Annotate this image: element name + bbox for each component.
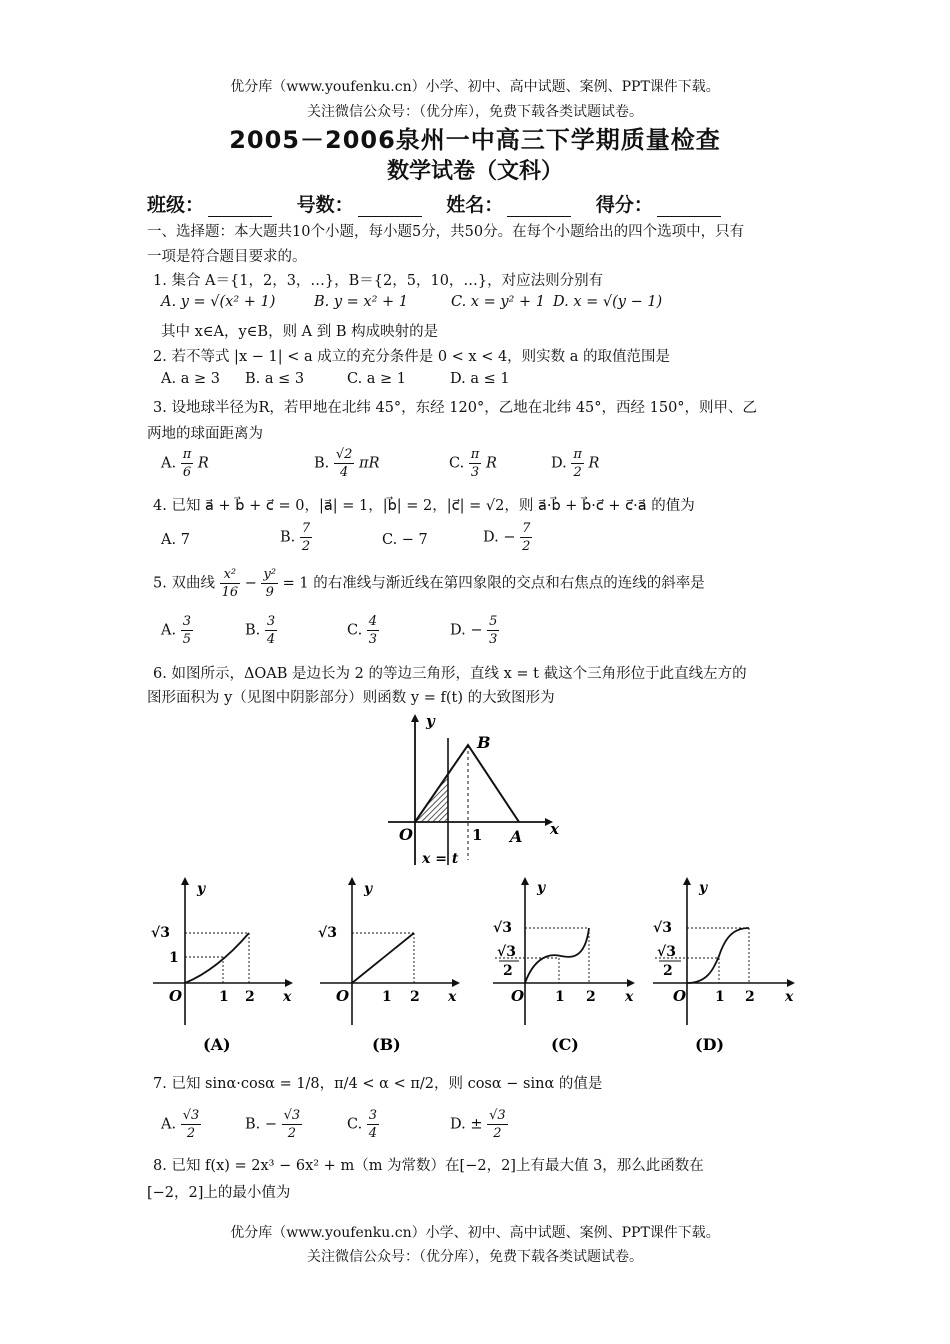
q6-line-2: 图形面积为 y（见图中阴影部分）则函数 y = f(t) 的大致图形为 bbox=[147, 690, 555, 706]
footer-line-2: 关注微信公众号：（优分库），免费下载各类试题试卷。 bbox=[307, 1249, 643, 1265]
header-line-1: 优分库（www.youfenku.cn）小学、初中、高中试题、案例、PPT课件下载。 bbox=[230, 79, 720, 95]
curve bbox=[185, 933, 249, 983]
graph-d bbox=[645, 870, 800, 1060]
label-b: B bbox=[477, 733, 491, 752]
graph-d-label: (D) bbox=[695, 1035, 725, 1054]
q4-stem: 4. 已知 a⃗ + b⃗ + c⃗ = 0，|a⃗| = 1，|b⃗| = 2，|c⃗| = √2，则 a⃗·b⃗ + b⃗·c⃗ + c⃗·a⃗ 的值为 bbox=[153, 498, 695, 514]
tick-half-sqrt3-num: √3 bbox=[657, 944, 676, 960]
tick-one-x: 1 bbox=[219, 989, 229, 1005]
y-arrow-icon bbox=[521, 877, 529, 885]
number-blank[interactable] bbox=[358, 200, 422, 217]
class-label: 班级： bbox=[147, 194, 205, 216]
label-x: x bbox=[448, 989, 457, 1005]
graph-a-label: (A) bbox=[203, 1035, 231, 1054]
label-x: x bbox=[625, 989, 634, 1005]
q4-option-d: D. − $\frac{7}{2}$ bbox=[483, 521, 531, 554]
label-x-equals-t: x = t bbox=[422, 851, 459, 867]
tick-two-x: 2 bbox=[745, 989, 755, 1005]
q7-option-d: D. ± $\frac{√3}{2}$ bbox=[450, 1108, 506, 1141]
q3-option-a: A. $\frac{\pi}{6}$ R bbox=[161, 447, 209, 480]
q7-option-a: A. $\frac{√3}{2}$ bbox=[161, 1108, 200, 1141]
label-x: x bbox=[550, 820, 559, 838]
q3-option-b: B. $\frac{√2}{4}$ πR bbox=[314, 447, 380, 480]
graph-b-label: (B) bbox=[372, 1035, 401, 1054]
q3-option-c: C. $\frac{\pi}{3}$ R bbox=[449, 447, 497, 480]
label-o: O bbox=[399, 825, 413, 844]
class-blank[interactable] bbox=[208, 200, 272, 217]
q6-line-1: 6. 如图所示，ΔOAB 是边长为 2 的等边三角形，直线 x = t 截这个三角形位于此直线左方的 bbox=[153, 666, 747, 682]
section-1-intro-line-2: 一项是符合题目要求的。 bbox=[147, 249, 307, 265]
tick-two-x: 2 bbox=[410, 989, 420, 1005]
name-label: 姓名： bbox=[446, 194, 504, 216]
graph-c-label: (C) bbox=[551, 1035, 579, 1054]
q5-option-b: B. $\frac{3}{4}$ bbox=[245, 614, 276, 647]
score-label: 得分： bbox=[595, 194, 653, 216]
tick-half-sqrt3-num: √3 bbox=[497, 944, 516, 960]
name-blank[interactable] bbox=[507, 200, 571, 217]
tick-one-x: 1 bbox=[715, 989, 725, 1005]
curve bbox=[525, 928, 589, 983]
tick-two-x: 2 bbox=[586, 989, 596, 1005]
x-arrow-icon bbox=[452, 979, 460, 987]
graph-b bbox=[312, 875, 462, 1060]
label-a: A bbox=[510, 827, 523, 846]
q2-stem: 2. 若不等式 |x − 1| < a 成立的充分条件是 0 < x < 4，则实数 a 的取值范围是 bbox=[153, 349, 671, 365]
q1-option-a: A. y = √(x² + 1) bbox=[161, 294, 276, 310]
q7-option-c: C. $\frac{3}{4}$ bbox=[347, 1108, 378, 1141]
q5-option-c: C. $\frac{4}{3}$ bbox=[347, 614, 378, 647]
label-y: y bbox=[537, 880, 546, 896]
number-label: 号数： bbox=[296, 194, 354, 216]
label-y: y bbox=[699, 880, 708, 896]
q7-option-b: B. − $\frac{√3}{2}$ bbox=[245, 1108, 301, 1141]
tick-one-x: 1 bbox=[382, 989, 392, 1005]
q2-option-a: A. a ≥ 3 bbox=[161, 371, 220, 387]
student-info-row bbox=[147, 190, 739, 217]
tick-o: O bbox=[169, 987, 183, 1005]
tick-half-sqrt3-den: 2 bbox=[503, 963, 513, 979]
y-arrow-icon bbox=[181, 877, 189, 885]
tick-o: O bbox=[336, 987, 350, 1005]
label-one: 1 bbox=[472, 826, 483, 844]
tick-o: O bbox=[511, 987, 525, 1005]
label-y: y bbox=[197, 881, 206, 897]
q1-option-b: B. y = x² + 1 bbox=[314, 294, 409, 310]
q5-stem: 5. 双曲线 $\frac{\text{x²}}{16}$ − $\frac{\text{y²}}{9}$ = 1 的右准线与渐近线在第四象限的交点和右焦点的连线的斜率是 bbox=[153, 567, 705, 600]
q1-option-d: D. x = √(y − 1) bbox=[553, 294, 663, 310]
tick-one-y: 1 bbox=[169, 950, 179, 966]
footer-line-1: 优分库（www.youfenku.cn）小学、初中、高中试题、案例、PPT课件下载。 bbox=[230, 1225, 720, 1241]
q5-option-a: A. $\frac{3}{5}$ bbox=[161, 614, 191, 647]
x-arrow-icon bbox=[627, 979, 635, 987]
graph-a bbox=[145, 875, 295, 1060]
q4-option-c: C. − 7 bbox=[382, 532, 428, 548]
tick-one-x: 1 bbox=[555, 989, 565, 1005]
label-y: y bbox=[364, 881, 373, 897]
curve bbox=[687, 928, 749, 983]
label-y: y bbox=[426, 712, 435, 730]
tick-o: O bbox=[673, 987, 687, 1005]
q1-stem: 1. 集合 A＝{1，2，3，…}，B＝{2，5，10，…}，对应法则分别有 bbox=[153, 273, 604, 289]
q2-option-d: D. a ≤ 1 bbox=[450, 371, 510, 387]
q4-option-a: A. 7 bbox=[161, 532, 190, 548]
tick-sqrt3: √3 bbox=[151, 925, 170, 941]
q3-option-d: D. $\frac{\pi}{2}$ R bbox=[551, 447, 600, 480]
graph-c bbox=[485, 870, 640, 1060]
q7-stem: 7. 已知 sinα·cosα = 1/8，π/4 < α < π/2，则 cosα − sinα 的值是 bbox=[153, 1076, 603, 1092]
label-x: x bbox=[283, 989, 292, 1005]
x-arrow-icon bbox=[285, 979, 293, 987]
tick-two-x: 2 bbox=[245, 989, 255, 1005]
q2-option-c: C. a ≥ 1 bbox=[347, 371, 407, 387]
label-x: x bbox=[785, 989, 794, 1005]
y-axis-arrow-icon bbox=[411, 714, 419, 722]
curve bbox=[352, 933, 414, 983]
score-blank[interactable] bbox=[657, 200, 721, 217]
x-arrow-icon bbox=[787, 979, 795, 987]
header-line-2: 关注微信公众号：（优分库），免费下载各类试题试卷。 bbox=[307, 104, 643, 120]
y-arrow-icon bbox=[348, 877, 356, 885]
q2-option-b: B. a ≤ 3 bbox=[245, 371, 305, 387]
q3-line-2: 两地的球面距离为 bbox=[147, 426, 263, 442]
tick-sqrt3: √3 bbox=[493, 920, 512, 936]
page-subtitle: 数学试卷（文科） bbox=[386, 159, 563, 184]
q1-option-c: C. x = y² + 1 bbox=[451, 294, 545, 310]
q4-option-b: B. $\frac{7}{2}$ bbox=[280, 521, 311, 554]
q8-line-1: 8. 已知 f(x) = 2x³ − 6x² + m（m 为常数）在[−2，2]上有最大值 3，那么此函数在 bbox=[153, 1158, 704, 1174]
tick-sqrt3: √3 bbox=[318, 925, 337, 941]
q3-line-1: 3. 设地球半径为R，若甲地在北纬 45°，东经 120°，乙地在北纬 45°，西经 150°，则甲、乙 bbox=[153, 400, 758, 416]
q8-line-2: [−2，2]上的最小值为 bbox=[147, 1185, 291, 1201]
q5-option-d: D. − $\frac{5}{3}$ bbox=[450, 614, 498, 647]
q6-triangle-figure bbox=[380, 710, 570, 870]
tick-sqrt3: √3 bbox=[653, 920, 672, 936]
section-1-intro-line-1: 一、选择题：本大题共10个小题，每小题5分，共50分。在每个小题给出的四个选项中，只有 bbox=[147, 224, 745, 240]
y-arrow-icon bbox=[683, 877, 691, 885]
page-title: 2005－2006泉州一中高三下学期质量检查 bbox=[229, 126, 721, 154]
q1-tail: 其中 x∈A，y∈B，则 A 到 B 构成映射的是 bbox=[161, 324, 439, 340]
tick-half-sqrt3-den: 2 bbox=[663, 963, 673, 979]
